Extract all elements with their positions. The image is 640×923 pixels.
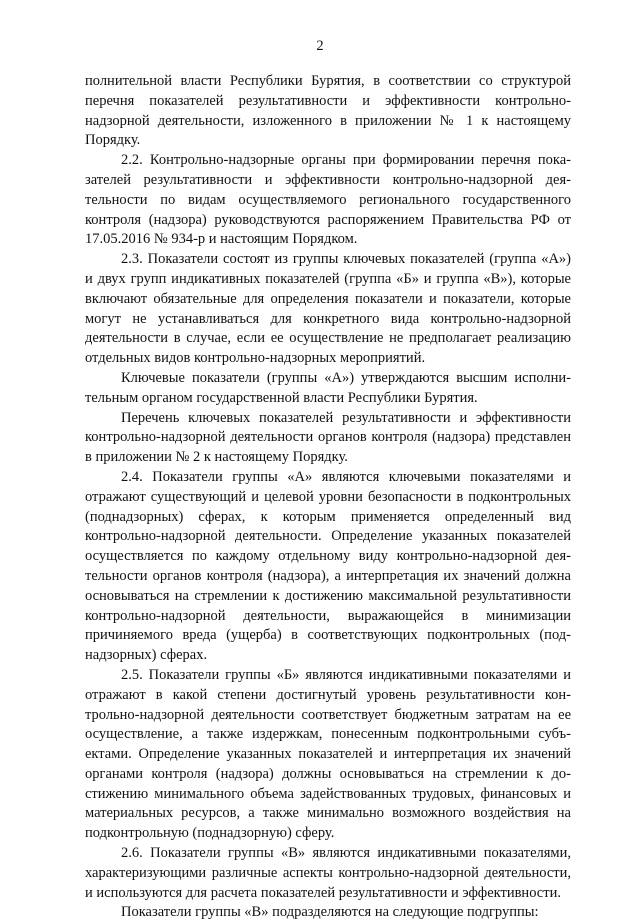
paragraph-key-indicators-list: Перечень ключевых показателей результативности и эффективности контрольно-надзорной деятельности органов контроля (надзора) представлен в приложении № 2 к настоящему Порядку. xyxy=(85,409,571,466)
page-number: 2 xyxy=(316,38,324,54)
paragraph-2-2: 2.2. Контрольно-надзорные органы при формировании перечня показателей результативности и эффективности контрольно-надзорной деятельности по видам осуществляемого регионального государственного контроля (надзора) руководствуются распоряжением Правительства РФ от 17.05.2016 № 934-р и настоящим Порядком. xyxy=(85,152,571,248)
paragraph-2-6: 2.6. Показатели группы «В» являются индикативными показателями, характеризующими различные аспекты контрольно-надзорной деятельности, и используются для расчета показателей результативности и эффективности. xyxy=(85,845,571,901)
document-body xyxy=(85,72,571,923)
paragraph-key-indicators: Ключевые показатели (группы «А») утверждаются высшим исполнительным органом государственной власти Республики Бурятия. xyxy=(85,369,571,406)
paragraph-continuation: полнительной власти Республики Бурятия, в соответствии со структурой перечня показателей результативности и эффективности контрольно-надзорной деятельности, изложенного в приложении № 1 к настоящему Порядку. xyxy=(85,73,571,149)
paragraph-2-5: 2.5. Показатели группы «Б» являются индикативными показателями и отражают в какой степени достигнутый уровень результативности контрольно-надзорной деятельности соответствует бюджетным затратам на ее осуществление, а также издержкам, понесенным подконтрольными субъектами. Определение указанных показателей и интерпретация их значений органами контроля (надзора) должны основываться на стремлении к достижению минимального объема задействованных трудовых, финансовых и материальных ресурсов, а также минимально возможного воздействия на подконтрольную (поднадзорную) сферу. xyxy=(85,666,571,842)
paragraph-2-4: 2.4. Показатели группы «А» являются ключевыми показателями и отражают существующий и целевой уровни безопасности в подконтрольных (поднадзорных) сферах, к которым применяется определенный вид контрольно-надзорной деятельности. Определение указанных показателей осуществляется по каждому отдельному виду контрольно-надзорной деятельности органов контроля (надзора), а интерпретация их значений должна основываться на стремлении к достижению максимальной результативности контрольно-надзорной деятельности, выражающейся в минимизации причиняемого вреда (ущерба) в соответствующих подконтрольных (поднадзорных) сферах. xyxy=(85,468,571,664)
paragraph-group-v-subgroups: Показатели группы «В» подразделяются на следующие подгруппы: xyxy=(121,904,539,921)
paragraph-2-3: 2.3. Показатели состоят из группы ключевых показателей (группа «А») и двух групп индикативных показателей (группа «Б» и группа «В»), которые включают обязательные для определения показатели и показатели, которые могут не устанавливаться для конкретного вида контрольно-надзорной деятельности в случае, если ее осуществление не предполагает реализацию отдельных видов контрольно-надзорных мероприятий. xyxy=(85,251,571,367)
